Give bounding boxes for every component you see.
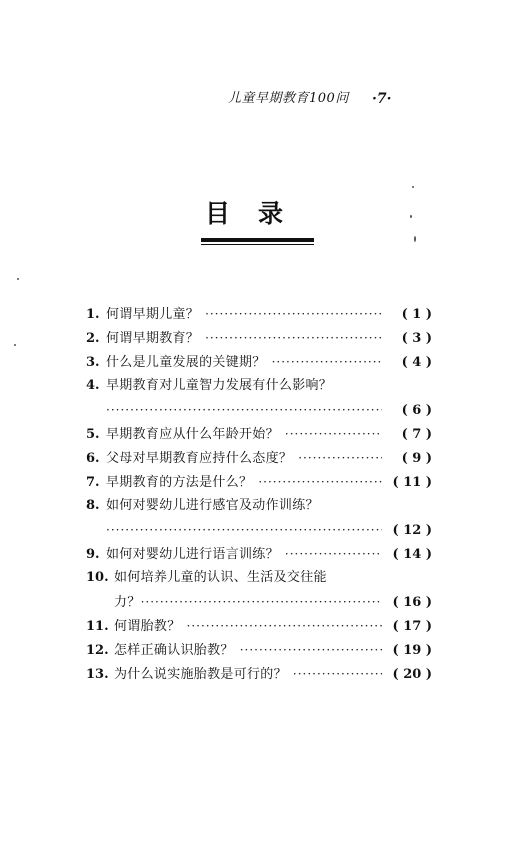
entry-number: 11. xyxy=(86,619,109,634)
entry-page: ( 7 ) xyxy=(401,427,432,442)
toc-entry-3[interactable] xyxy=(86,350,432,374)
toc-entry-13[interactable] xyxy=(86,662,432,686)
dot-leader xyxy=(285,422,382,446)
entry-page: ( 14 ) xyxy=(392,547,432,562)
entry-title: 何谓早期教育？ xyxy=(106,331,200,346)
toc-entry-2[interactable] xyxy=(86,326,432,350)
entry-title: 早期教育应从什么年龄开始？ xyxy=(106,427,279,442)
entry-page: ( 20 ) xyxy=(392,667,432,682)
entry-number: 4. xyxy=(86,378,100,393)
toc-entry-6[interactable] xyxy=(86,446,432,470)
scan-speck xyxy=(412,186,414,188)
toc-entry-5[interactable] xyxy=(86,422,432,446)
dot-leader xyxy=(285,542,382,566)
toc-entry-10[interactable] xyxy=(86,566,432,590)
entry-title: 如何对婴幼儿进行感官及动作训练？ xyxy=(106,498,319,513)
toc-heading-text: 目录 xyxy=(205,199,312,228)
toc-entry-4[interactable] xyxy=(86,374,432,398)
scan-speck xyxy=(414,236,416,242)
toc-entry-10-continuation[interactable] xyxy=(86,590,432,614)
entry-number: 1. xyxy=(86,307,100,322)
entry-title: 如何对婴幼儿进行语言训练？ xyxy=(106,547,279,562)
entry-page: ( 6 ) xyxy=(401,403,432,418)
dot-leader xyxy=(205,326,382,350)
toc-entry-7[interactable] xyxy=(86,470,432,494)
toc-heading xyxy=(0,196,506,236)
entry-title-continuation: 力？ xyxy=(114,595,141,610)
dot-leader xyxy=(141,590,382,614)
dot-leader xyxy=(205,302,382,326)
entry-number: 3. xyxy=(86,355,100,370)
entry-page: ( 19 ) xyxy=(392,643,432,658)
dot-leader xyxy=(106,398,382,422)
book-title: 儿童早期教育100问 xyxy=(228,91,349,106)
page-number: ·7· xyxy=(372,91,392,107)
entry-page: ( 11 ) xyxy=(392,475,432,490)
scan-speck xyxy=(17,278,19,280)
entry-title: 如何培养儿童的认识、生活及交往能 xyxy=(114,570,327,585)
entry-title: 何谓早期儿童？ xyxy=(106,307,200,322)
heading-rule-thin xyxy=(201,244,314,245)
dot-leader xyxy=(258,470,382,494)
entry-page: ( 12 ) xyxy=(392,523,432,538)
entry-number: 8. xyxy=(86,498,100,513)
entry-title: 何谓胎教？ xyxy=(114,619,181,634)
entry-title: 怎样正确认识胎教？ xyxy=(114,643,234,658)
entry-title: 为什么说实施胎教是可行的？ xyxy=(114,667,287,682)
entry-number: 12. xyxy=(86,643,109,658)
entry-number: 9. xyxy=(86,547,100,562)
entry-title: 什么是儿童发展的关键期？ xyxy=(106,355,266,370)
entry-number: 5. xyxy=(86,427,100,442)
toc-entry-12[interactable] xyxy=(86,638,432,662)
heading-rule-thick xyxy=(201,238,314,242)
dot-leader xyxy=(240,638,382,662)
toc-entry-9[interactable] xyxy=(86,542,432,566)
entry-number: 13. xyxy=(86,667,109,682)
entry-page: ( 1 ) xyxy=(401,307,432,322)
dot-leader xyxy=(293,662,382,686)
dot-leader xyxy=(187,614,382,638)
entry-title: 早期教育的方法是什么？ xyxy=(106,475,253,490)
entry-page: ( 4 ) xyxy=(401,355,432,370)
toc-entry-8-continuation[interactable] xyxy=(86,518,432,542)
dot-leader xyxy=(106,518,382,542)
entry-page: ( 9 ) xyxy=(401,451,432,466)
scan-speck xyxy=(14,344,16,346)
table-of-contents xyxy=(86,302,432,686)
entry-page: ( 17 ) xyxy=(392,619,432,634)
entry-number: 6. xyxy=(86,451,100,466)
entry-number: 7. xyxy=(86,475,100,490)
entry-number: 10. xyxy=(86,570,109,585)
toc-entry-11[interactable] xyxy=(86,614,432,638)
toc-entry-8[interactable] xyxy=(86,494,432,518)
dot-leader xyxy=(272,350,382,374)
entry-title: 早期教育对儿童智力发展有什么影响？ xyxy=(106,378,333,393)
entry-page: ( 3 ) xyxy=(401,331,432,346)
running-header xyxy=(0,89,506,109)
entry-title: 父母对早期教育应持什么态度？ xyxy=(106,451,293,466)
toc-entry-1[interactable] xyxy=(86,302,432,326)
entry-number: 2. xyxy=(86,331,100,346)
scan-speck xyxy=(410,215,412,218)
entry-page: ( 16 ) xyxy=(392,595,432,610)
toc-entry-4-continuation[interactable] xyxy=(86,398,432,422)
dot-leader xyxy=(298,446,382,470)
